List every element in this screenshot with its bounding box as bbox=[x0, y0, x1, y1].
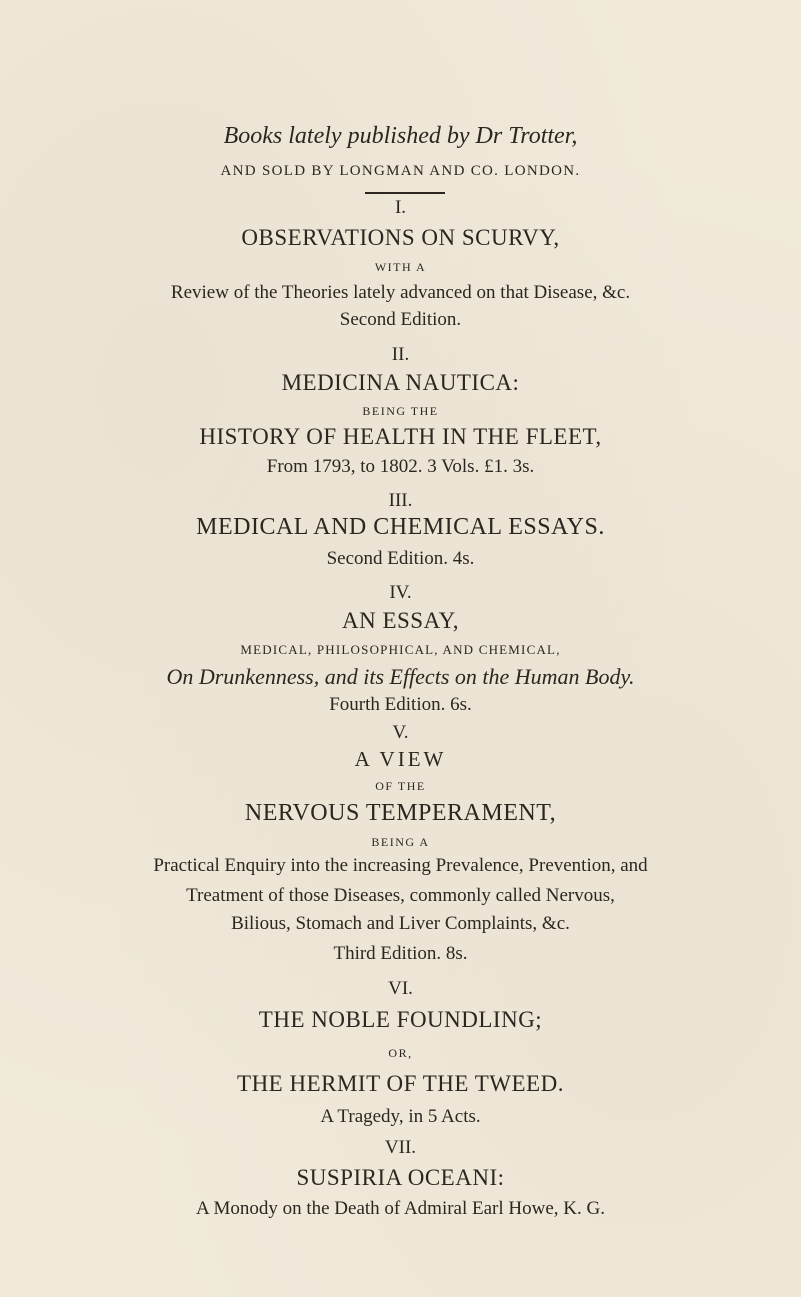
book-7-description: A Monody on the Death of Admiral Earl Howe, K. G. bbox=[196, 1198, 605, 1219]
book-6-description: A Tragedy, in 5 Acts. bbox=[320, 1106, 481, 1127]
book-5-title-a: A VIEW bbox=[354, 747, 447, 771]
book-2-title: MEDICINA NAUTICA: bbox=[281, 370, 520, 395]
book-7-title: SUSPIRIA OCEANI: bbox=[296, 1165, 505, 1190]
book-1-edition: Second Edition. bbox=[339, 309, 462, 330]
book-4-subtitle: On Drunkenness, and its Effects on the Human Body. bbox=[166, 664, 635, 689]
page-heading: Books lately published by Dr Trotter, bbox=[223, 123, 578, 149]
book-6-title: THE NOBLE FOUNDLING; bbox=[258, 1007, 543, 1032]
book-3-number: III. bbox=[388, 490, 413, 511]
book-1-description: Review of the Theories lately advanced on that Disease, &c. bbox=[170, 282, 631, 303]
book-6-connector: OR, bbox=[388, 1046, 413, 1060]
book-4-edition: Fourth Edition. 6s. bbox=[329, 694, 472, 715]
book-4-number: IV. bbox=[389, 582, 412, 603]
book-6-number: VI. bbox=[388, 978, 413, 999]
book-1-connector: WITH A bbox=[374, 260, 427, 274]
book-5-connector-a: OF THE bbox=[375, 779, 426, 793]
book-4-title: AN ESSAY, bbox=[342, 608, 459, 633]
publisher-line: AND SOLD BY LONGMAN AND CO. LONDON. bbox=[220, 163, 581, 179]
book-2-details: From 1793, to 1802. 3 Vols. £1. 3s. bbox=[266, 456, 535, 477]
book-6-subtitle: THE HERMIT OF THE TWEED. bbox=[237, 1071, 564, 1096]
book-3-edition: Second Edition. 4s. bbox=[326, 548, 475, 569]
divider-rule bbox=[365, 192, 445, 194]
book-5-description-1: Practical Enquiry into the increasing Prevalence, Prevention, and bbox=[153, 855, 648, 876]
book-2-connector: BEING THE bbox=[362, 404, 439, 418]
book-5-title: NERVOUS TEMPERAMENT, bbox=[244, 800, 557, 826]
book-2-subtitle: HISTORY OF HEALTH IN THE FLEET, bbox=[199, 424, 602, 449]
book-7-number: VII. bbox=[384, 1137, 417, 1158]
book-4-connector: MEDICAL, PHILOSOPHICAL, AND CHEMICAL, bbox=[240, 642, 561, 657]
book-1-number: I. bbox=[394, 197, 407, 218]
book-3-title: MEDICAL AND CHEMICAL ESSAYS. bbox=[196, 514, 605, 540]
book-5-description-2: Treatment of those Diseases, commonly called Nervous, bbox=[186, 885, 615, 906]
book-5-edition: Third Edition. 8s. bbox=[333, 943, 468, 964]
book-5-connector: BEING A bbox=[371, 835, 430, 849]
book-2-number: II. bbox=[391, 344, 410, 365]
book-5-number: V. bbox=[392, 722, 409, 743]
book-5-description-3: Bilious, Stomach and Liver Complaints, &c. bbox=[231, 913, 570, 934]
book-1-title: OBSERVATIONS ON SCURVY, bbox=[241, 225, 560, 250]
